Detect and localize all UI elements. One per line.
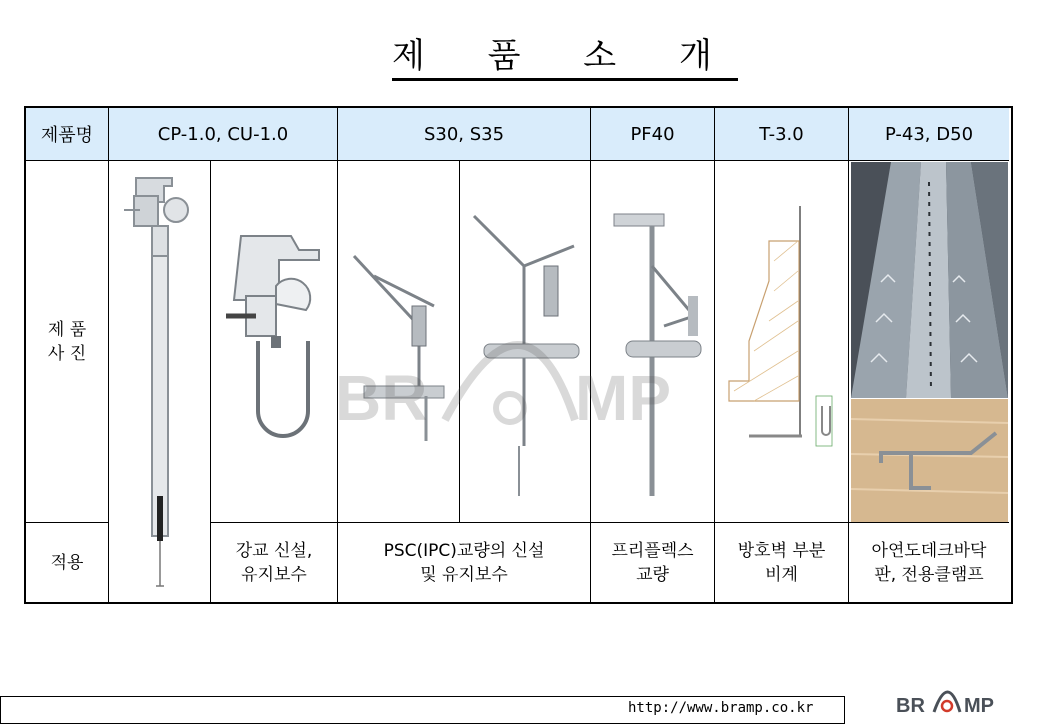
t3-drawing-image — [724, 201, 844, 451]
usage-pf40: 프리플렉스 교량 — [611, 540, 694, 585]
header-cell-cp: CP-1.0, CU-1.0 — [109, 108, 337, 161]
cp-long-clamp-image — [112, 166, 207, 591]
p43-clamp-photo — [851, 399, 1008, 522]
row-label-photo: 제 품 사 진 — [47, 319, 87, 364]
header-cell-s30: S30, S35 — [338, 108, 590, 161]
svg-text:MP: MP — [575, 362, 671, 434]
cu-clamp-image — [216, 226, 331, 446]
svg-text:BR: BR — [896, 695, 925, 716]
usage-p43: 아연도데크바닥 판, 전용클램프 — [871, 540, 987, 585]
usage-cp: 강교 신설, 유지보수 — [235, 540, 313, 585]
bramp-logo — [896, 676, 1006, 716]
p43-deck-photo — [851, 162, 1008, 398]
svg-text:BR: BR — [335, 362, 428, 434]
header-cell-p43: P-43, D50 — [849, 108, 1009, 161]
header-cell-t3: T-3.0 — [715, 108, 848, 161]
header-cell-product-name: 제품명 — [26, 108, 108, 161]
website-url[interactable]: http://www.bramp.co.kr — [628, 700, 814, 716]
usage-t3: 방호벽 부분 비계 — [737, 540, 826, 585]
bramp-watermark-logo — [335, 290, 735, 450]
row-label-usage: 적용 — [50, 552, 84, 573]
svg-text:MP: MP — [964, 695, 994, 716]
header-cell-pf40: PF40 — [591, 108, 714, 161]
usage-s30: PSC(IPC)교량의 신설 및 유지보수 — [383, 540, 545, 585]
page-title: 제 품 소 개 — [392, 36, 738, 81]
